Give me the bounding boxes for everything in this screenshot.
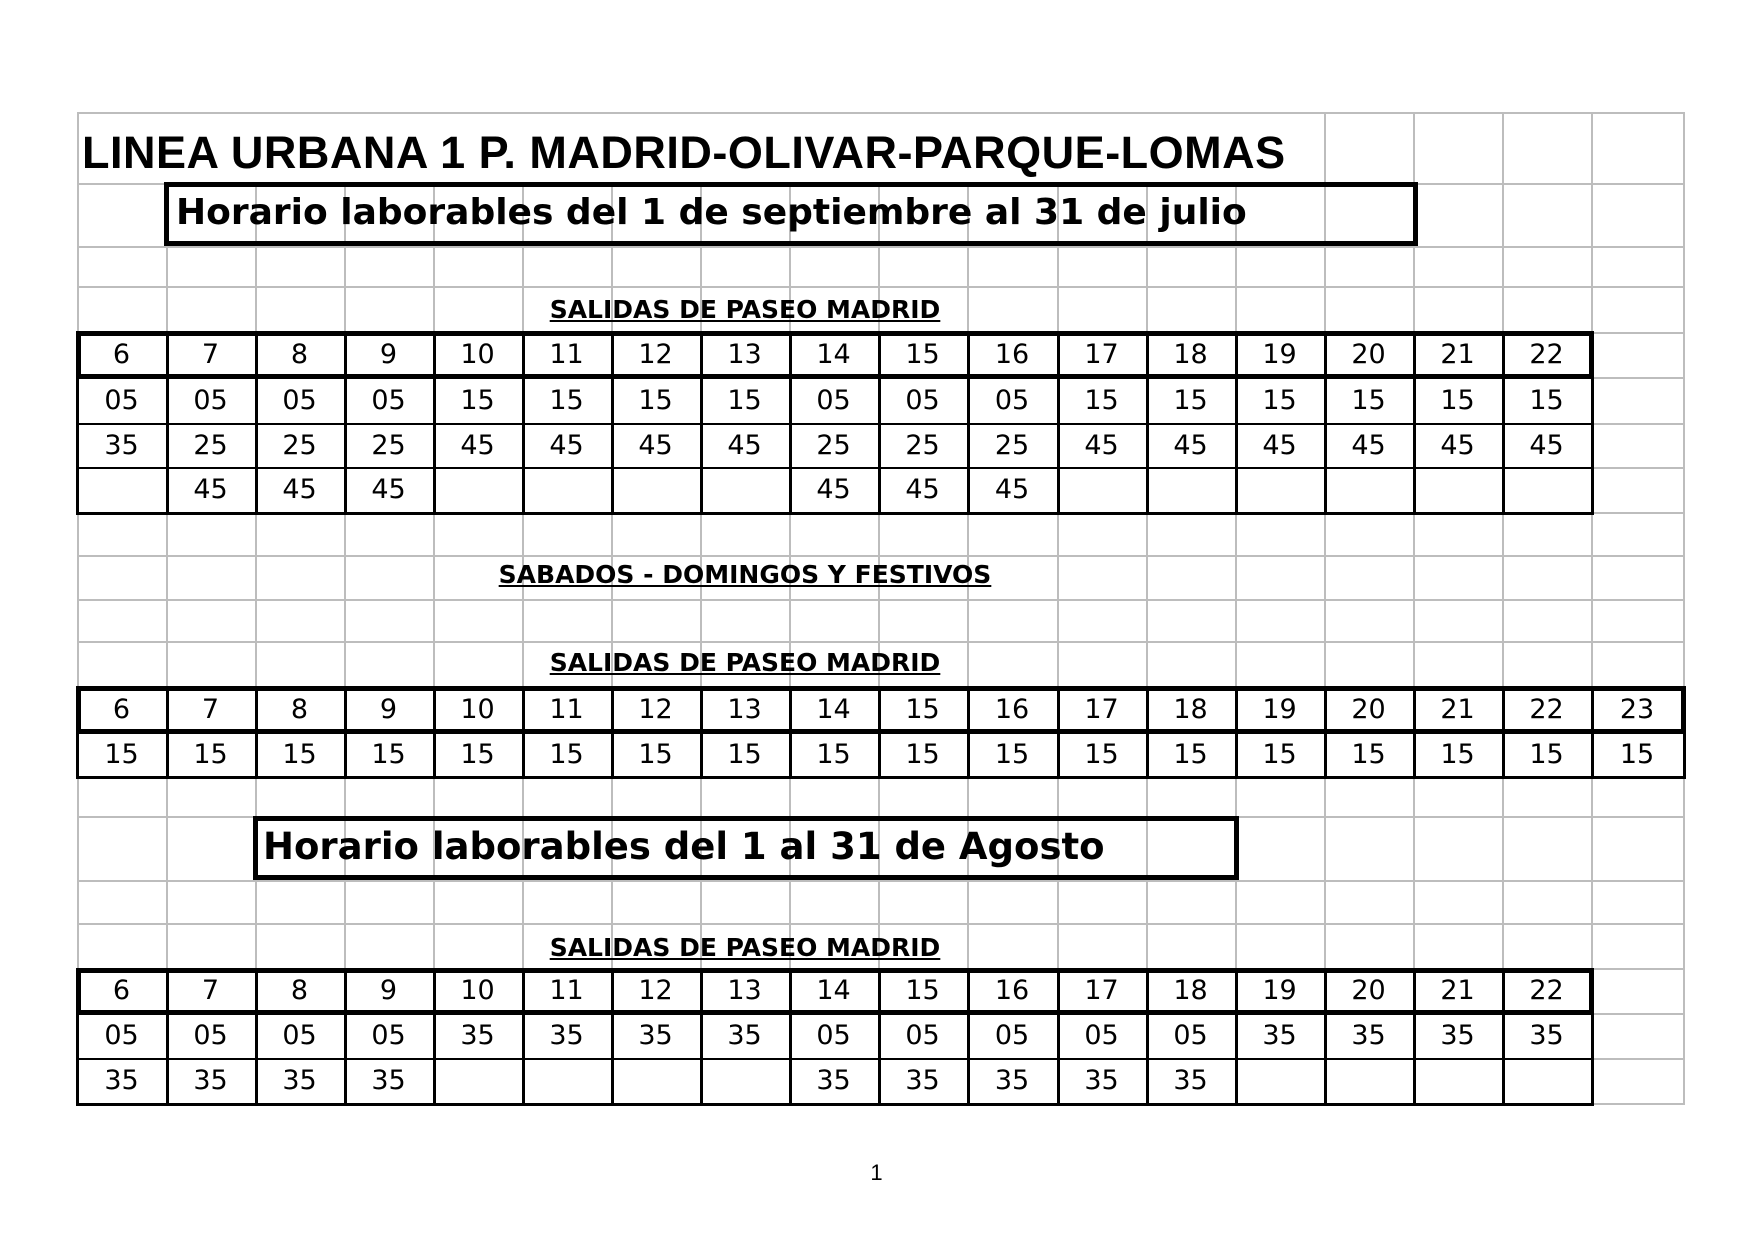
minute-cell: 15 (1173, 738, 1208, 770)
minute-cell: 15 (1529, 738, 1564, 770)
minute-cell: 35 (371, 1065, 406, 1096)
hour-cell: 11 (549, 338, 584, 370)
minute-cell (611, 467, 700, 512)
hour-cell: 14 (816, 975, 851, 1006)
hour-cell: 8 (290, 693, 309, 725)
grid-line-horizontal (77, 246, 1685, 248)
minute-cell: 45 (1440, 429, 1475, 461)
minute-cell: 15 (1084, 738, 1119, 770)
grid-line-vertical (1324, 112, 1326, 1105)
hour-cell: 21 (1440, 975, 1475, 1006)
grid-line-vertical (344, 183, 346, 1105)
hour-cell: 19 (1262, 975, 1297, 1006)
grid-line-horizontal (77, 880, 1685, 882)
minute-cell: 05 (994, 384, 1030, 416)
minute-cell: 15 (371, 738, 406, 770)
hour-cell: 13 (727, 975, 762, 1006)
schedule-period-label-weekdays: Horario laborables del 1 de septiembre al 31 de julio (176, 192, 1247, 233)
minute-cell: 35 (1529, 1020, 1564, 1051)
minute-cell: 15 (282, 738, 317, 770)
grid-line-vertical (1683, 112, 1685, 1105)
minute-cell: 35 (994, 1065, 1030, 1096)
minute-cell (1502, 1058, 1591, 1103)
minute-cell: 25 (193, 429, 228, 461)
minute-cell: 05 (282, 1020, 317, 1051)
minute-cell: 15 (1440, 738, 1475, 770)
grid-line-vertical (433, 183, 435, 1105)
minute-cell (700, 467, 789, 512)
minute-cell (1057, 467, 1146, 512)
minute-cell: 15 (1262, 384, 1297, 416)
minute-cell: 35 (1084, 1065, 1119, 1096)
minute-cell: 15 (727, 738, 762, 770)
minute-cell: 15 (1619, 738, 1655, 770)
minute-cell (433, 467, 522, 512)
minute-cell (1324, 1058, 1413, 1103)
minute-cell (1146, 467, 1235, 512)
minute-cell: 45 (638, 429, 673, 461)
minute-cell: 15 (549, 384, 584, 416)
minute-cell (1413, 467, 1502, 512)
grid-line-vertical (1235, 183, 1237, 1105)
hour-cell: 12 (638, 693, 673, 725)
hour-cell: 20 (1351, 693, 1386, 725)
minute-cell: 15 (460, 738, 495, 770)
minute-cell: 35 (1440, 1020, 1475, 1051)
minute-cell: 45 (994, 474, 1030, 505)
hour-cell: 13 (727, 693, 762, 725)
minute-cell: 45 (1173, 429, 1208, 461)
minute-cell: 15 (905, 738, 940, 770)
minute-cell: 05 (193, 384, 228, 416)
minute-cell: 25 (994, 429, 1030, 461)
minute-cell: 35 (1262, 1020, 1297, 1051)
hour-cell: 21 (1440, 338, 1475, 370)
minute-cell: 15 (727, 384, 762, 416)
minute-cell: 35 (549, 1020, 584, 1051)
minute-cell: 15 (1084, 384, 1119, 416)
minute-cell: 15 (193, 738, 228, 770)
minute-cell: 15 (549, 738, 584, 770)
hour-cell: 22 (1529, 693, 1564, 725)
minute-cell (1235, 1058, 1324, 1103)
minute-cell: 15 (1351, 384, 1386, 416)
hour-cell: 15 (905, 975, 940, 1006)
minute-cell: 45 (460, 429, 495, 461)
hour-cell: 6 (112, 338, 131, 370)
minute-cell: 05 (816, 384, 851, 416)
minute-cell: 25 (816, 429, 851, 461)
hour-cell: 7 (201, 975, 220, 1006)
minute-cell: 05 (371, 1020, 406, 1051)
minute-cell: 35 (104, 429, 139, 461)
minute-cell: 35 (727, 1020, 762, 1051)
minute-cell: 25 (282, 429, 317, 461)
minute-cell (611, 1058, 700, 1103)
minute-cell: 35 (282, 1065, 317, 1096)
minute-cell: 25 (371, 429, 406, 461)
minute-cell (700, 1058, 789, 1103)
minute-cell: 05 (816, 1020, 851, 1051)
grid-line-vertical (77, 112, 79, 1105)
grid-line-horizontal (77, 112, 1685, 114)
minute-cell (1324, 467, 1413, 512)
minute-cell (1413, 1058, 1502, 1103)
schedule-period-label-august: Horario laborables del 1 al 31 de Agosto (263, 825, 1105, 868)
hour-cell: 10 (460, 338, 495, 370)
hour-cell: 15 (905, 693, 940, 725)
hour-cell: 17 (1084, 338, 1119, 370)
page-title: LINEA URBANA 1 P. MADRID-OLIVAR-PARQUE-LOMAS (82, 127, 1286, 178)
hour-cell: 10 (460, 693, 495, 725)
minute-cell: 05 (193, 1020, 228, 1051)
hour-cell: 16 (994, 693, 1030, 725)
minute-cell: 45 (282, 474, 317, 505)
hour-cell: 18 (1173, 693, 1208, 725)
hour-cell: 17 (1084, 693, 1119, 725)
minute-cell: 15 (460, 384, 495, 416)
hour-cell: 14 (816, 693, 851, 725)
hour-cell: 13 (727, 338, 762, 370)
minute-cell: 45 (371, 474, 406, 505)
minute-cell: 45 (816, 474, 851, 505)
section-heading-weekdays: SALIDAS DE PASEO MADRID (549, 295, 941, 324)
hour-cell: 19 (1262, 338, 1297, 370)
hour-cell: 11 (549, 693, 584, 725)
hour-cell: 12 (638, 338, 673, 370)
minute-cell: 15 (1262, 738, 1297, 770)
hour-cell: 15 (905, 338, 940, 370)
hour-cell: 6 (112, 975, 131, 1006)
hour-cell: 22 (1529, 338, 1564, 370)
hour-cell: 23 (1619, 693, 1655, 725)
grid-line-horizontal (77, 923, 1685, 925)
minute-cell (1502, 467, 1591, 512)
minute-cell: 15 (104, 738, 139, 770)
minute-cell: 15 (1440, 384, 1475, 416)
hour-cell: 18 (1173, 338, 1208, 370)
grid-line-horizontal (77, 599, 1685, 601)
minute-cell: 05 (104, 384, 139, 416)
hour-cell: 7 (201, 693, 220, 725)
minute-cell: 35 (905, 1065, 940, 1096)
minute-cell: 15 (994, 738, 1030, 770)
minute-cell: 35 (638, 1020, 673, 1051)
section-heading-august: SALIDAS DE PASEO MADRID (549, 933, 941, 962)
minute-cell: 25 (905, 429, 940, 461)
minute-cell: 45 (905, 474, 940, 505)
minute-cell: 05 (371, 384, 406, 416)
minute-cell: 05 (905, 384, 940, 416)
minute-cell: 45 (727, 429, 762, 461)
minute-cell (77, 467, 166, 512)
grid-line-horizontal (77, 641, 1685, 643)
grid-line-vertical (1146, 183, 1148, 1105)
minute-cell: 15 (1529, 384, 1564, 416)
hour-cell: 21 (1440, 693, 1475, 725)
grid-line-vertical (1057, 183, 1059, 1105)
grid-line-vertical (1413, 112, 1415, 1105)
hour-cell: 20 (1351, 975, 1386, 1006)
minute-cell: 05 (104, 1020, 139, 1051)
minute-cell: 45 (1262, 429, 1297, 461)
hour-cell: 11 (549, 975, 584, 1006)
minute-cell: 05 (994, 1020, 1030, 1051)
grid-line-vertical (255, 183, 257, 1105)
hour-cell: 16 (994, 975, 1030, 1006)
minute-cell: 15 (1351, 738, 1386, 770)
hour-cell: 19 (1262, 693, 1297, 725)
minute-cell: 35 (193, 1065, 228, 1096)
minute-cell: 05 (1173, 1020, 1208, 1051)
minute-cell (522, 467, 611, 512)
minute-cell: 15 (816, 738, 851, 770)
section-heading-weekend: SALIDAS DE PASEO MADRID (549, 648, 941, 677)
hour-cell: 8 (290, 338, 309, 370)
minute-cell: 05 (282, 384, 317, 416)
minute-cell: 35 (104, 1065, 139, 1096)
minute-cell: 35 (816, 1065, 851, 1096)
hour-cell: 18 (1173, 975, 1208, 1006)
minute-cell: 35 (1351, 1020, 1386, 1051)
minute-cell (1235, 467, 1324, 512)
minute-cell: 45 (193, 474, 228, 505)
grid-line-horizontal (77, 286, 1685, 288)
minute-cell: 45 (1529, 429, 1564, 461)
minute-cell: 35 (460, 1020, 495, 1051)
hour-cell: 16 (994, 338, 1030, 370)
grid-line-vertical (1502, 112, 1504, 1105)
weekend-heading: SABADOS - DOMINGOS Y FESTIVOS (498, 560, 992, 589)
minute-cell: 15 (1173, 384, 1208, 416)
minute-cell (433, 1058, 522, 1103)
minute-cell: 05 (1084, 1020, 1119, 1051)
minute-cell: 45 (1351, 429, 1386, 461)
grid-line-vertical (1591, 112, 1593, 1105)
hour-cell: 20 (1351, 338, 1386, 370)
minute-cell: 45 (1084, 429, 1119, 461)
hour-cell: 22 (1529, 975, 1564, 1006)
minute-cell: 05 (905, 1020, 940, 1051)
hour-cell: 9 (379, 975, 398, 1006)
minute-cell: 35 (1173, 1065, 1208, 1096)
hour-cell: 8 (290, 975, 309, 1006)
hour-cell: 9 (379, 693, 398, 725)
minute-cell (522, 1058, 611, 1103)
page-number: 1 (870, 1160, 883, 1185)
hour-cell: 9 (379, 338, 398, 370)
minute-cell: 15 (638, 738, 673, 770)
hour-cell: 12 (638, 975, 673, 1006)
grid-line-vertical (166, 183, 168, 1105)
hour-cell: 17 (1084, 975, 1119, 1006)
minute-cell: 15 (638, 384, 673, 416)
minute-cell: 45 (549, 429, 584, 461)
hour-cell: 14 (816, 338, 851, 370)
hour-cell: 10 (460, 975, 495, 1006)
hour-cell: 6 (112, 693, 131, 725)
hour-cell: 7 (201, 338, 220, 370)
